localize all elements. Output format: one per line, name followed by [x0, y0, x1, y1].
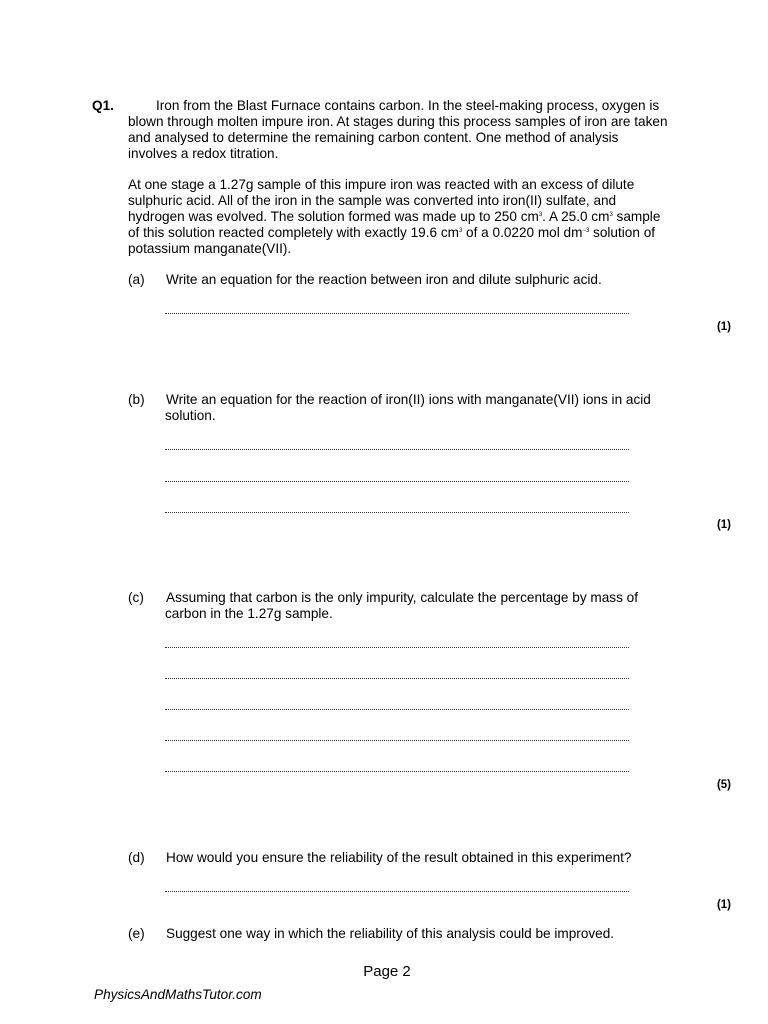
data-line	[128, 225, 708, 241]
answer-line[interactable]	[165, 707, 629, 710]
page-number: Page 2	[363, 963, 411, 980]
part-c-letter: (c)	[128, 590, 144, 605]
part-c-question-line1: Assuming that carbon is the only impurity, calculate the percentage by mass of	[166, 590, 638, 605]
question-data	[128, 177, 708, 257]
footer-source: PhysicsAndMathsTutor.com	[94, 987, 262, 1002]
part-a-marks: (1)	[716, 321, 731, 333]
answer-line[interactable]	[165, 889, 629, 892]
intro-line: blown through molten impure iron. At stages during this process samples of iron are taken	[128, 114, 668, 129]
answer-line[interactable]	[165, 769, 629, 772]
data-text: hydrogen was evolved. The solution formed was made up to 250 cm	[128, 209, 539, 224]
answer-line[interactable]	[165, 738, 629, 741]
part-d-letter: (d)	[128, 850, 145, 865]
part-a-question: Write an equation for the reaction between iron and dilute sulphuric acid.	[166, 272, 602, 287]
superscript: −3	[582, 228, 590, 234]
part-e-letter: (e)	[128, 926, 145, 941]
question-intro	[128, 98, 708, 162]
part-c-marks: (5)	[716, 779, 731, 791]
data-line: potassium manganate(VII).	[128, 241, 292, 256]
data-line: At one stage a 1.27g sample of this impure iron was reacted with an excess of dilute	[128, 177, 635, 192]
answer-line[interactable]	[165, 311, 629, 314]
data-text: of a 0.0220 mol dm	[462, 225, 583, 240]
intro-line: Iron from the Blast Furnace contains carbon. In the steel-making process, oxygen is	[156, 98, 660, 113]
answer-line[interactable]	[165, 479, 629, 482]
superscript: 3	[609, 212, 613, 218]
data-text: solution of	[589, 225, 656, 240]
data-text: . A 25.0 cm	[542, 209, 610, 224]
intro-line: and analysed to determine the remaining carbon content. One method of analysis	[128, 130, 619, 145]
part-d-question: How would you ensure the reliability of the result obtained in this experiment?	[166, 850, 632, 865]
part-b-question-line1: Write an equation for the reaction of iron(II) ions with manganate(VII) ions in acid	[166, 392, 651, 407]
superscript: 3	[458, 228, 463, 234]
data-text: of this solution reacted completely with exactly 19.6 cm	[128, 225, 459, 240]
answer-line[interactable]	[165, 645, 629, 648]
part-b-marks: (1)	[716, 519, 731, 531]
data-line	[128, 209, 708, 225]
intro-line: involves a redox titration.	[128, 146, 279, 161]
answer-line[interactable]	[165, 676, 629, 679]
part-c-question-line2: carbon in the 1.27g sample.	[165, 606, 333, 621]
data-line: sulphuric acid. All of the iron in the sample was converted into iron(II) sulfate, and	[128, 193, 617, 208]
part-e-question: Suggest one way in which the reliability of this analysis could be improved.	[166, 926, 615, 941]
data-text: sample	[612, 209, 661, 224]
superscript: 3	[538, 212, 543, 218]
part-b-letter: (b)	[128, 392, 145, 407]
answer-line[interactable]	[165, 447, 629, 450]
part-d-marks: (1)	[716, 899, 731, 911]
part-a-letter: (a)	[128, 272, 145, 287]
answer-line[interactable]	[165, 510, 629, 513]
part-b-question-line2: solution.	[165, 408, 216, 423]
question-number: Q1.	[92, 98, 114, 113]
